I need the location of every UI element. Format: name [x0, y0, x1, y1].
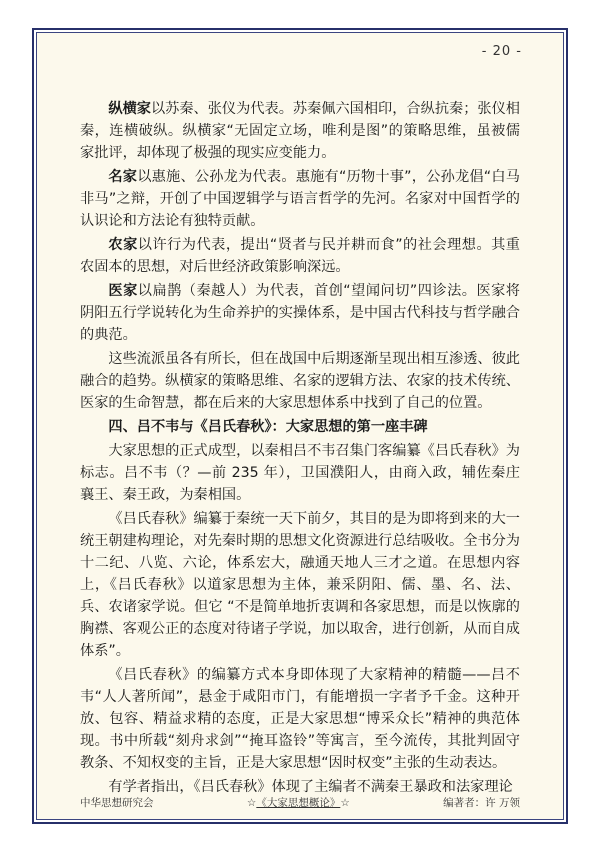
footer-middle: [247, 795, 350, 810]
footer-book-title: 《大家思想概论》: [256, 797, 341, 809]
paragraph-lvshi-scholar: 有学者指出，《吕氏春秋》体现了主编者不满秦王暴政和法家理论: [108, 779, 513, 795]
paragraph-lvshi-method: 《吕氏春秋》的编纂方式本身即体现了大家精神的精髓——吕不韦“人人著所闻”，悬金于咸阳市门，有能增损一字者予千金。这种开放、包容、精益求精的态度，正是大家思想“博采众长”精神的典范体现。书中所载“刻舟求剑”“掩耳盗铃”等寓言，至今流传，其批判固守教条、不知权变的主旨，正是大家思想“因时权变”主张的生动表达。: [80, 667, 520, 771]
paragraph-lvshi-intro: 大家思想的正式成型，以秦相吕不韦召集门客编纂《吕氏春秋》为标志。吕不韦（？—前 235 年），卫国濮阳人，由商入政，辅佐秦庄襄王、秦王政，为秦相国。: [80, 443, 520, 503]
paragraph-summary: [80, 348, 520, 414]
paragraph-lead: 名家: [108, 169, 138, 185]
page-footer: [80, 795, 520, 810]
paragraph-nongjia: [80, 234, 520, 278]
page-number: - 20 -: [481, 44, 522, 59]
paragraph-zongheng: [80, 98, 520, 164]
paragraph-text: 以扁鹊（秦越人）为代表，首创“望闻问切”四诊法。医家将阴阳五行学说转化为生命养护的实操体系，是中国古代科技与哲学融合的典范。: [80, 283, 520, 343]
page-content: [80, 98, 520, 800]
star-icon: ☆: [340, 797, 350, 809]
paragraph-lead: 农家: [108, 237, 138, 253]
paragraph-text: 以惠施、公孙龙为代表。惠施有“历物十事”，公孙龙倡“白马非马”之辩，开创了中国逻辑学与语言哲学的先河。名家对中国哲学的认识论和方法论有独特贡献。: [80, 169, 520, 229]
paragraph-lead: 纵横家: [108, 101, 151, 117]
paragraph-yijia: [80, 280, 520, 346]
paragraph-lvshi-content: 《吕氏春秋》编纂于秦统一天下前夕，其目的是为即将到来的大一统王朝建构理论，对先秦时期的思想文化资源进行总结吸收。全书分为十二纪、八览、六论，体系宏大，融通天地人三才之道。在思想内容上，《吕氏春秋》以道家思想为主体，兼采阴阳、儒、墨、名、法、兵、农诸家学说。但它 “不是简单地折衷调和各家思想，而是以恢廓的胸襟、客观公正的态度对待诸子学说，加以取舍，进行创新，从而自成体系”。: [80, 511, 520, 659]
paragraph-text: 以许行为代表，提出“贤者与民并耕而食”的社会理想。其重农固本的思想，对后世经济政策影响深远。: [80, 237, 520, 275]
paragraph-lead: 医家: [108, 283, 138, 299]
paragraph-text: 以苏秦、张仪为代表。苏秦佩六国相印，合纵抗秦；张仪相秦，连横破纵。纵横家“无固定立场，唯利是图”的策略思维，虽被儒家批评，却体现了极强的现实应变能力。: [80, 101, 520, 161]
paragraph-text: 这些流派虽各有所长，但在战国中后期逐渐呈现出相互渗透、彼此融合的趋势。纵横家的策略思维、名家的逻辑方法、农家的技术传统、医家的生命智慧，都在后来的大家思想体系中找到了自己的位置。: [80, 351, 520, 411]
footer-left: 中华思想研究会: [80, 797, 154, 809]
star-icon: ☆: [246, 797, 257, 809]
section-heading: 四、吕不韦与《吕氏春秋》：大家思想的第一座丰碑: [108, 419, 428, 435]
footer-right: 编著者：许 万领: [443, 797, 520, 809]
paragraph-mingjia: [80, 166, 520, 232]
